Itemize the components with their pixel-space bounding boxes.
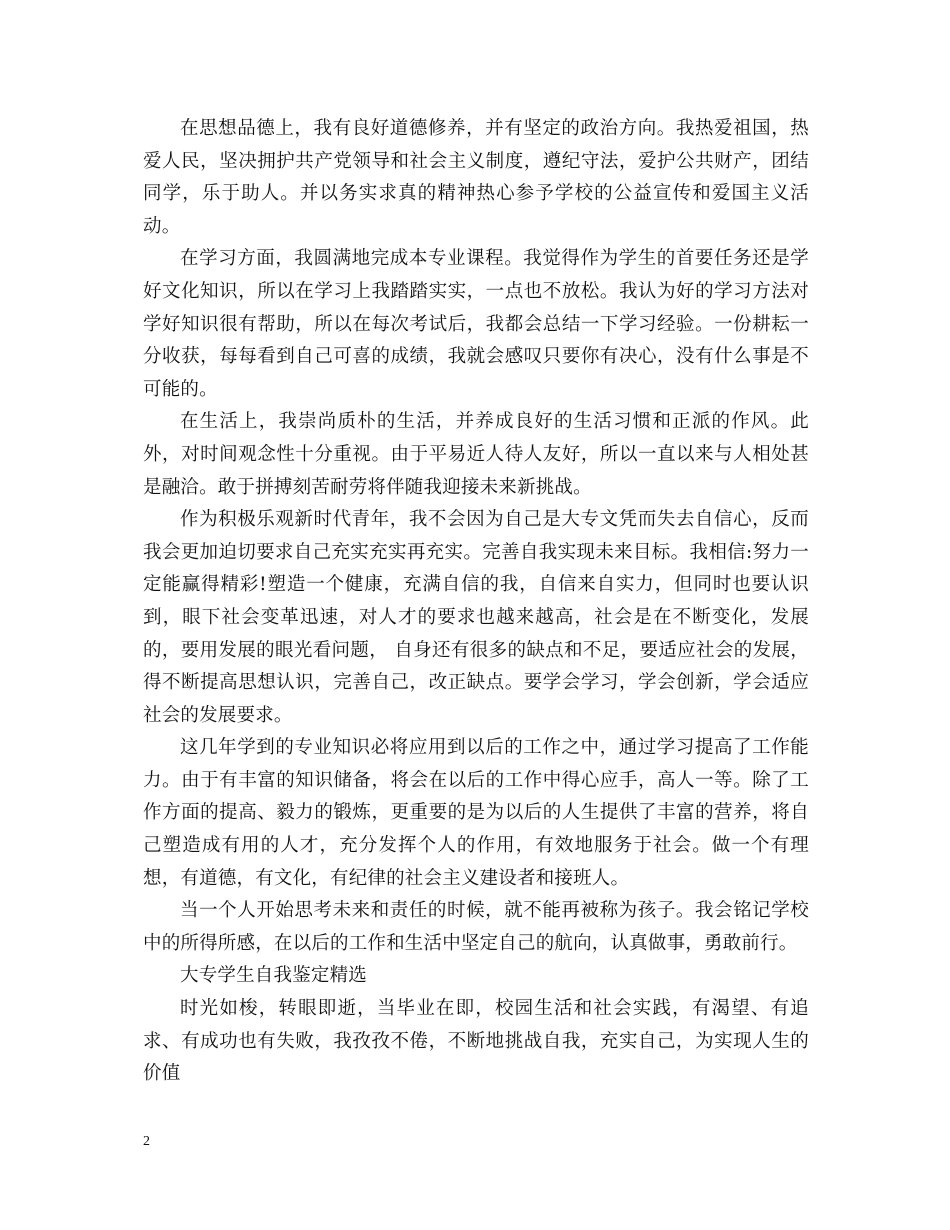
page-number: 2 — [143, 1134, 150, 1149]
paragraph-responsibility: 当一个人开始思考未来和责任的时候，就不能再被称为孩子。我会铭记学校中的所得所感，在以后的工作和生活中坚定自己的航向，认真做事，勇敢前行。 — [143, 900, 809, 954]
section-heading: 大专学生自我鉴定精选 — [180, 965, 368, 987]
document-body — [143, 113, 809, 1091]
paragraph-knowledge: 这几年学到的专业知识必将应用到以后的工作之中，通过学习提高了工作能力。由于有丰富的知识储备，将会在以后的工作中得心应手，高人一等。除了工作方面的提高、毅力的锻炼，更重要的是为以后的人生提供了丰富的营养，将自己塑造成有用的人才，充分发挥个人的作用，有效地服务于社会。做一个有理想，有道德，有文化，有纪律的社会主义建设者和接班人。 — [143, 737, 809, 889]
paragraph-study: 在学习方面，我圆满地完成本专业课程。我觉得作为学生的首要任务还是学好文化知识，所以在学习上我踏踏实实，一点也不放松。我认为好的学习方法对学好知识很有帮助，所以在每次考试后，我都会总结一下学习经验。一份耕耘一分收获，每每看到自己可喜的成绩，我就会感叹只要你有决心，没有什么事是不可能的。 — [143, 248, 809, 400]
paragraph-confidence: 作为积极乐观新时代青年，我不会因为自己是大专文凭而失去自信心，反而我会更加迫切要求自己充实充实再充实。完善自我实现未来目标。我相信:努力一定能赢得精彩!塑造一个健康，充满自信的我，自信来自实力，但同时也要认识到，眼下社会变革迅速，对人才的要求也越来越高，社会是在不断变化，发展的，要用发展的眼光看问题， 自身还有很多的缺点和不足，要适应社会的发展，得不断提高思想认识，完善自己，改正缺点。要学会学习，学会创新，学会适应社会的发展要求。 — [143, 509, 809, 726]
paragraph-moral-character: 在思想品德上，我有良好道德修养，并有坚定的政治方向。我热爱祖国，热爱人民，坚决拥护共产党领导和社会主义制度，遵纪守法，爱护公共财产，团结同学，乐于助人。并以务实求真的精神热心参予学校的公益宣传和爱国主义活动。 — [143, 118, 809, 237]
paragraph-time: 时光如梭，转眼即逝，当毕业在即，校园生活和社会实践，有渴望、有追求、有成功也有失败，我孜孜不倦，不断地挑战自我，充实自己，为实现人生的价值 — [143, 998, 809, 1085]
paragraph-life: 在生活上，我崇尚质朴的生活，并养成良好的生活习惯和正派的作风。此外，对时间观念性十分重视。由于平易近人待人友好，所以一直以来与人相处甚是融洽。敢于拼搏刻苦耐劳将伴随我迎接未来新挑战。 — [143, 411, 809, 498]
